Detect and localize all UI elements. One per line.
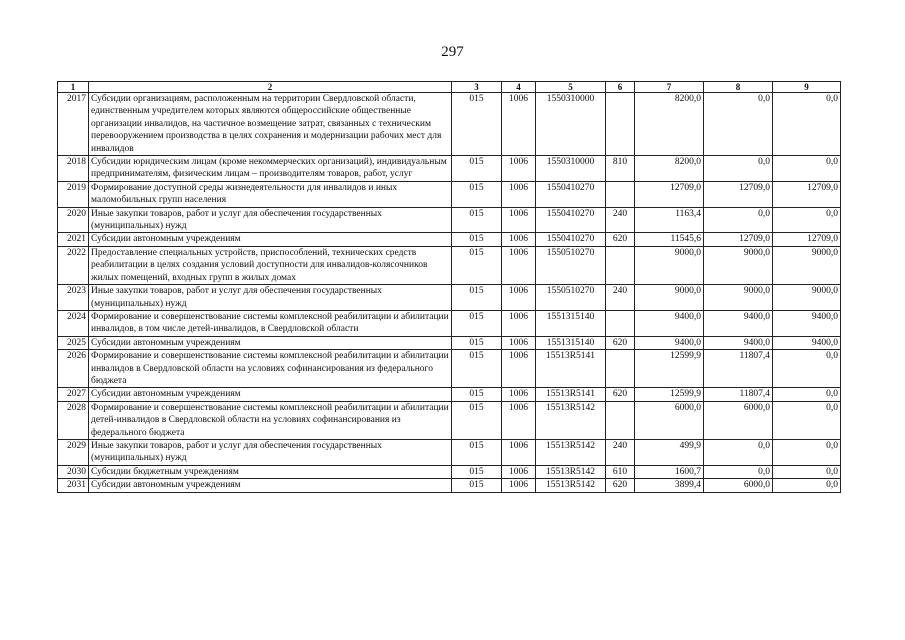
col4-code: 1006 xyxy=(502,388,536,401)
table-row xyxy=(58,93,841,156)
row-name: Формирование доступной среды жизнедеятельности для инвалидов и иных маломобильных групп населения xyxy=(89,181,452,207)
column-header: 5 xyxy=(536,82,606,93)
col6-code xyxy=(606,310,635,336)
col4-code: 1006 xyxy=(502,233,536,246)
col3-code: 015 xyxy=(452,336,502,349)
row-number: 2030 xyxy=(58,465,89,478)
row-number: 2021 xyxy=(58,233,89,246)
col3-code: 015 xyxy=(452,388,502,401)
col7-amount: 1163,4 xyxy=(635,207,704,233)
col9-amount: 9000,0 xyxy=(773,246,841,284)
col7-amount: 9400,0 xyxy=(635,310,704,336)
col5-code: 1550310000 xyxy=(536,156,606,182)
col8-amount: 0,0 xyxy=(704,465,773,478)
col4-code: 1006 xyxy=(502,439,536,465)
col8-amount: 0,0 xyxy=(704,93,773,156)
col5-code: 15513R5142 xyxy=(536,465,606,478)
col7-amount: 3899,4 xyxy=(635,479,704,492)
col6-code: 610 xyxy=(606,465,635,478)
column-header: 3 xyxy=(452,82,502,93)
col3-code: 015 xyxy=(452,181,502,207)
col9-amount: 12709,0 xyxy=(773,181,841,207)
col4-code: 1006 xyxy=(502,156,536,182)
col5-code: 1551315140 xyxy=(536,310,606,336)
row-name: Субсидии автономным учреждениям xyxy=(89,479,452,492)
col7-amount: 9000,0 xyxy=(635,246,704,284)
col4-code: 1006 xyxy=(502,285,536,311)
col5-code: 1550410270 xyxy=(536,207,606,233)
col6-code: 810 xyxy=(606,156,635,182)
col7-amount: 8200,0 xyxy=(635,156,704,182)
col8-amount: 0,0 xyxy=(704,156,773,182)
col4-code: 1006 xyxy=(502,181,536,207)
col9-amount: 0,0 xyxy=(773,156,841,182)
col4-code: 1006 xyxy=(502,207,536,233)
row-number: 2020 xyxy=(58,207,89,233)
col6-code: 240 xyxy=(606,207,635,233)
col5-code: 1550510270 xyxy=(536,246,606,284)
row-number: 2026 xyxy=(58,350,89,388)
col7-amount: 12599,9 xyxy=(635,350,704,388)
col9-amount: 0,0 xyxy=(773,350,841,388)
col8-amount: 9000,0 xyxy=(704,246,773,284)
col9-amount: 0,0 xyxy=(773,401,841,439)
col7-amount: 499,9 xyxy=(635,439,704,465)
row-name: Формирование и совершенствование системы комплексной реабилитации и абилитации детей-инвалидов в Свердловской области на условиях софинансирования из федерального бюджета xyxy=(89,401,452,439)
col7-amount: 8200,0 xyxy=(635,93,704,156)
row-name: Субсидии бюджетным учреждениям xyxy=(89,465,452,478)
col5-code: 15513R5142 xyxy=(536,401,606,439)
col6-code xyxy=(606,401,635,439)
col3-code: 015 xyxy=(452,401,502,439)
col3-code: 015 xyxy=(452,246,502,284)
row-name: Формирование и совершенствование системы комплексной реабилитации и абилитации инвалидов в Свердловской области на условиях софинансирования из федерального бюджета xyxy=(89,350,452,388)
table-row xyxy=(58,479,841,492)
col8-amount: 0,0 xyxy=(704,207,773,233)
table-row xyxy=(58,310,841,336)
budget-table xyxy=(57,81,841,493)
table-row xyxy=(58,388,841,401)
col5-code: 15513R5142 xyxy=(536,479,606,492)
table-body xyxy=(58,93,841,493)
row-number: 2019 xyxy=(58,181,89,207)
row-number: 2017 xyxy=(58,93,89,156)
row-number: 2029 xyxy=(58,439,89,465)
row-name: Иные закупки товаров, работ и услуг для обеспечения государственных (муниципальных) нужд xyxy=(89,439,452,465)
col6-code: 620 xyxy=(606,336,635,349)
col3-code: 015 xyxy=(452,207,502,233)
col6-code: 240 xyxy=(606,439,635,465)
column-header: 7 xyxy=(635,82,704,93)
col3-code: 015 xyxy=(452,439,502,465)
col6-code: 620 xyxy=(606,388,635,401)
col3-code: 015 xyxy=(452,479,502,492)
row-name: Иные закупки товаров, работ и услуг для обеспечения государственных (муниципальных) нужд xyxy=(89,207,452,233)
column-header: 1 xyxy=(58,82,89,93)
col4-code: 1006 xyxy=(502,93,536,156)
table-header-row xyxy=(58,82,841,93)
col8-amount: 12709,0 xyxy=(704,181,773,207)
col6-code: 620 xyxy=(606,233,635,246)
col3-code: 015 xyxy=(452,465,502,478)
col8-amount: 11807,4 xyxy=(704,388,773,401)
table-row xyxy=(58,336,841,349)
row-name: Субсидии организациям, расположенным на территории Свердловской области, единственным учредителем которых являются общероссийские общественные организации инвалидов, на частичное возмещение затрат, связанных с техническим перевооружением производства в целях сохранения и модернизации рабочих мест для инвалидов xyxy=(89,93,452,156)
col9-amount: 9000,0 xyxy=(773,285,841,311)
col9-amount: 0,0 xyxy=(773,479,841,492)
col7-amount: 11545,6 xyxy=(635,233,704,246)
table-row xyxy=(58,156,841,182)
col9-amount: 0,0 xyxy=(773,93,841,156)
col3-code: 015 xyxy=(452,233,502,246)
col4-code: 1006 xyxy=(502,465,536,478)
column-header: 9 xyxy=(773,82,841,93)
col8-amount: 11807,4 xyxy=(704,350,773,388)
col5-code: 1550510270 xyxy=(536,285,606,311)
col8-amount: 12709,0 xyxy=(704,233,773,246)
col3-code: 015 xyxy=(452,285,502,311)
table-row xyxy=(58,285,841,311)
row-name: Субсидии автономным учреждениям xyxy=(89,233,452,246)
col9-amount: 0,0 xyxy=(773,207,841,233)
row-name: Формирование и совершенствование системы комплексной реабилитации и абилитации инвалидов, в том числе детей-инвалидов, в Свердловской области xyxy=(89,310,452,336)
col6-code xyxy=(606,246,635,284)
page-number: 297 xyxy=(441,44,464,60)
row-number: 2024 xyxy=(58,310,89,336)
column-header: 4 xyxy=(502,82,536,93)
row-number: 2025 xyxy=(58,336,89,349)
col9-amount: 9400,0 xyxy=(773,310,841,336)
col5-code: 15513R5142 xyxy=(536,439,606,465)
col6-code xyxy=(606,350,635,388)
table-row xyxy=(58,401,841,439)
row-name: Субсидии автономным учреждениям xyxy=(89,388,452,401)
table-row xyxy=(58,350,841,388)
col7-amount: 1600,7 xyxy=(635,465,704,478)
row-name: Субсидии юридическим лицам (кроме некоммерческих организаций), индивидуальным предпринимателям, физическим лицам – производителям товаров, работ, услуг xyxy=(89,156,452,182)
col6-code: 620 xyxy=(606,479,635,492)
col7-amount: 9000,0 xyxy=(635,285,704,311)
row-number: 2031 xyxy=(58,479,89,492)
column-header: 8 xyxy=(704,82,773,93)
col8-amount: 9000,0 xyxy=(704,285,773,311)
col4-code: 1006 xyxy=(502,246,536,284)
column-header: 2 xyxy=(89,82,452,93)
col9-amount: 0,0 xyxy=(773,439,841,465)
col7-amount: 6000,0 xyxy=(635,401,704,439)
col4-code: 1006 xyxy=(502,350,536,388)
col8-amount: 6000,0 xyxy=(704,479,773,492)
col9-amount: 0,0 xyxy=(773,388,841,401)
col3-code: 015 xyxy=(452,93,502,156)
row-name: Иные закупки товаров, работ и услуг для обеспечения государственных (муниципальных) нужд xyxy=(89,285,452,311)
row-number: 2022 xyxy=(58,246,89,284)
col4-code: 1006 xyxy=(502,310,536,336)
col5-code: 15513R5141 xyxy=(536,388,606,401)
col8-amount: 9400,0 xyxy=(704,310,773,336)
col3-code: 015 xyxy=(452,310,502,336)
col4-code: 1006 xyxy=(502,401,536,439)
row-number: 2018 xyxy=(58,156,89,182)
col6-code xyxy=(606,181,635,207)
column-header: 6 xyxy=(606,82,635,93)
col8-amount: 0,0 xyxy=(704,439,773,465)
col5-code: 15513R5141 xyxy=(536,350,606,388)
col7-amount: 12599,9 xyxy=(635,388,704,401)
col6-code xyxy=(606,93,635,156)
table-row xyxy=(58,181,841,207)
col5-code: 1550410270 xyxy=(536,233,606,246)
col5-code: 1550410270 xyxy=(536,181,606,207)
col7-amount: 12709,0 xyxy=(635,181,704,207)
col7-amount: 9400,0 xyxy=(635,336,704,349)
col9-amount: 9400,0 xyxy=(773,336,841,349)
col4-code: 1006 xyxy=(502,336,536,349)
table-row xyxy=(58,233,841,246)
col3-code: 015 xyxy=(452,156,502,182)
col6-code: 240 xyxy=(606,285,635,311)
col5-code: 1551315140 xyxy=(536,336,606,349)
table-row xyxy=(58,439,841,465)
col8-amount: 6000,0 xyxy=(704,401,773,439)
col9-amount: 12709,0 xyxy=(773,233,841,246)
col5-code: 1550310000 xyxy=(536,93,606,156)
col4-code: 1006 xyxy=(502,479,536,492)
row-name: Предоставление специальных устройств, приспособлений, технических средств реабилитации в целях создания условий доступности для инвалидов-колясочников жилых помещений, входных групп в жилых домах xyxy=(89,246,452,284)
row-number: 2028 xyxy=(58,401,89,439)
col3-code: 015 xyxy=(452,350,502,388)
table-row xyxy=(58,246,841,284)
col9-amount: 0,0 xyxy=(773,465,841,478)
row-name: Субсидии автономным учреждениям xyxy=(89,336,452,349)
row-number: 2023 xyxy=(58,285,89,311)
table-row xyxy=(58,465,841,478)
table-row xyxy=(58,207,841,233)
row-number: 2027 xyxy=(58,388,89,401)
col8-amount: 9400,0 xyxy=(704,336,773,349)
